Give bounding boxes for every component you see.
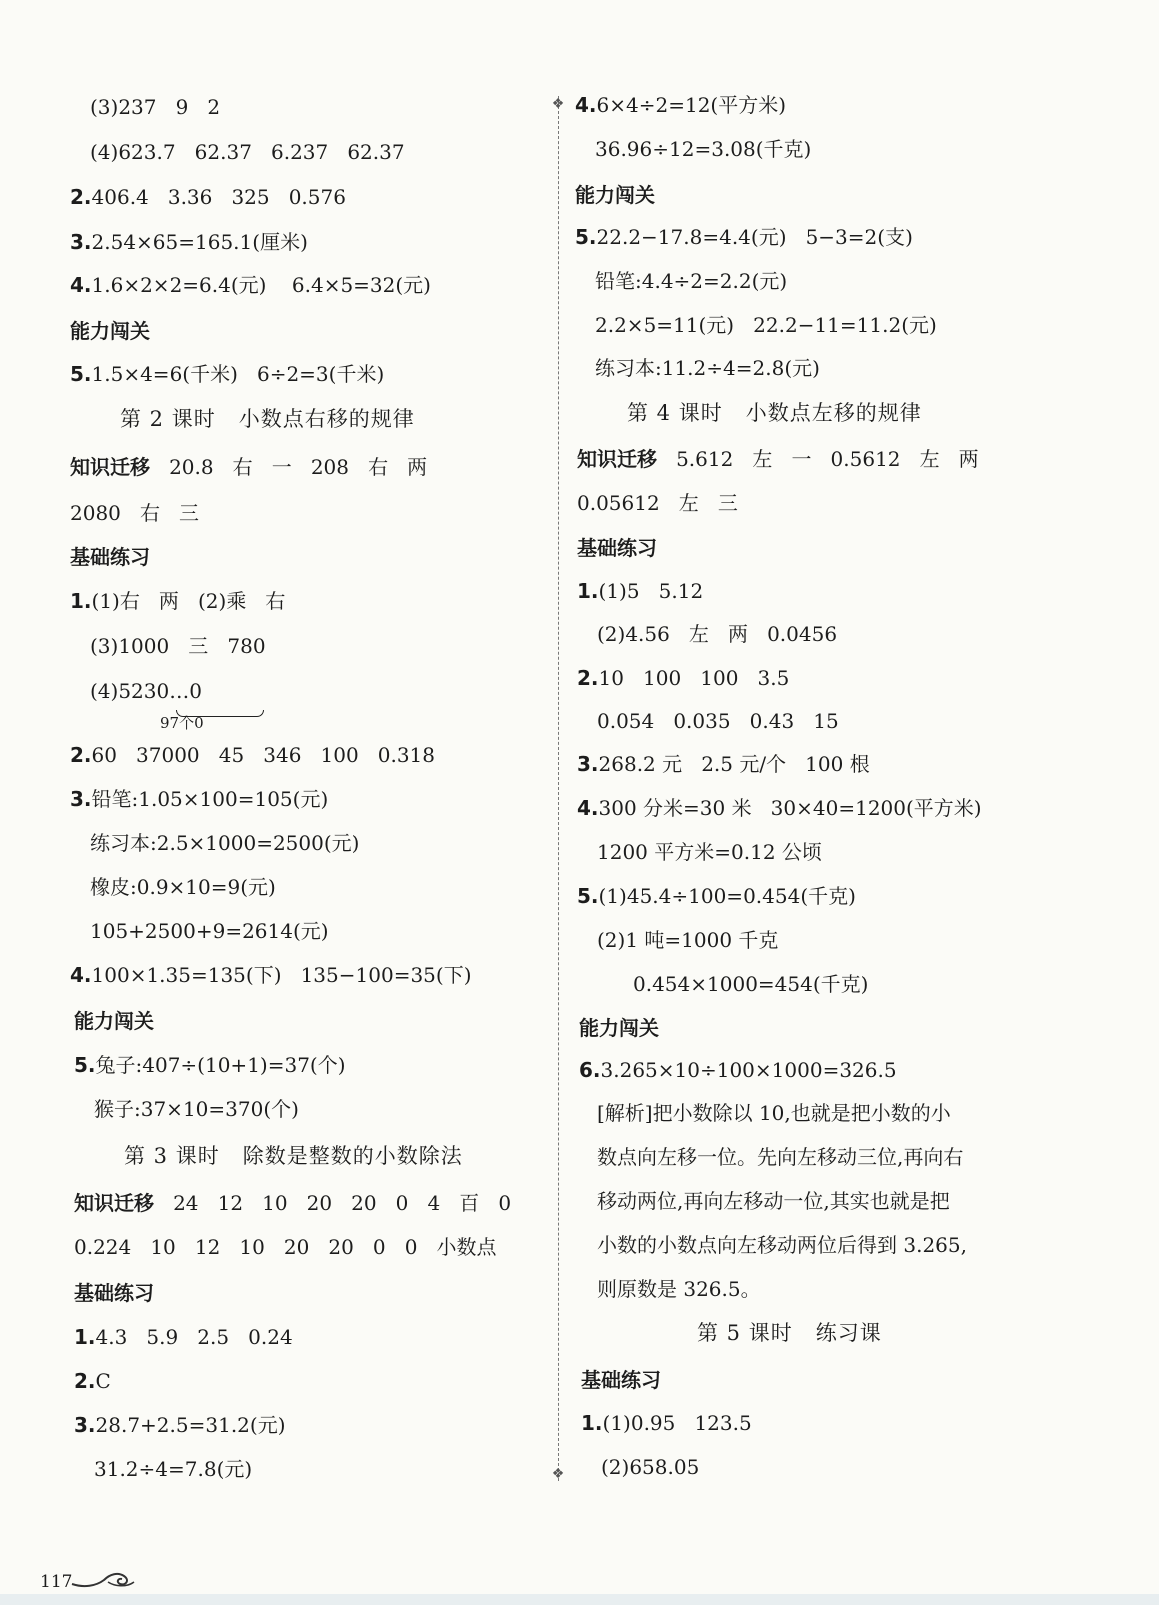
answer-line: [70, 742, 435, 768]
answer-text: 300 分米=30 米 30×40=1200(平方米): [598, 796, 982, 820]
answer-line: 猴子:37×10=370(个): [94, 1097, 299, 1121]
answer-line: 105+2500+9=2614(元): [90, 919, 329, 943]
answer-line: 0.05612 左 三: [577, 491, 738, 515]
explanation-line: 小数的小数点向左移动两位后得到 3.265,: [597, 1233, 967, 1257]
item-number: 3.: [70, 787, 92, 811]
answer-line: [575, 92, 786, 118]
item-number: 1.: [74, 1325, 96, 1349]
brace-label: 97个0: [160, 714, 204, 732]
answer-text: 6×4÷2=12(平方米): [596, 93, 787, 117]
answer-text: 20.8 右 一 208 右 两: [169, 455, 428, 479]
answer-text: (1)右 两 (2)乘 右: [91, 589, 286, 613]
answer-line: [74, 1190, 511, 1216]
answer-line: [70, 962, 472, 988]
answer-line: (4)623.7 62.37 6.237 62.37: [90, 140, 405, 164]
answer-line: (2)4.56 左 两 0.0456: [597, 622, 838, 646]
answer-line: [74, 1324, 293, 1350]
answer-line: 练习本:2.5×1000=2500(元): [90, 831, 360, 855]
answer-line: [577, 751, 870, 777]
answer-line: (2)658.05: [601, 1455, 700, 1479]
knot-ornament-icon: ❖: [551, 1466, 565, 1482]
answer-text: (1)0.95 123.5: [602, 1411, 752, 1435]
item-number: 5.: [70, 362, 92, 386]
answer-text: 10 100 100 3.5: [598, 666, 790, 690]
answer-line: [70, 588, 285, 614]
lesson-title: 第 4 课时 小数点左移的规律: [627, 401, 922, 425]
answer-line: 铅笔:4.4÷2=2.2(元): [595, 269, 788, 293]
section-heading: 能力闯关: [575, 183, 655, 207]
item-number: 1.: [70, 589, 92, 613]
column-divider: [558, 96, 559, 1481]
answer-text: 5.612 左 一 0.5612 左 两: [676, 447, 979, 471]
answer-line: [70, 272, 431, 298]
item-number: 3.: [577, 752, 599, 776]
item-number: 6.: [579, 1058, 601, 1082]
answer-line: (2)1 吨=1000 千克: [597, 928, 779, 952]
answer-line: (3)1000 三 780: [90, 634, 266, 658]
answer-text: C: [95, 1369, 111, 1393]
answer-text: 1.5×4=6(千米) 6÷2=3(千米): [91, 362, 385, 386]
section-heading: 知识迁移: [577, 447, 657, 471]
answer-line: (3)237 9 2: [90, 95, 221, 119]
answer-line: [577, 578, 703, 604]
cloud-swirl-icon: [70, 1568, 140, 1590]
answer-line: (4)5230…0: [90, 679, 202, 703]
answer-text: 3.265×10÷100×1000=326.5: [600, 1058, 897, 1082]
answer-text: 100×1.35=135(下) 135−100=35(下): [91, 963, 472, 987]
page-number: 117: [40, 1572, 73, 1592]
answer-line: 1200 平方米=0.12 公顷: [597, 840, 822, 864]
lesson-title: 第 2 课时 小数点右移的规律: [120, 407, 415, 431]
item-number: 4.: [70, 963, 92, 987]
item-number: 2.: [577, 666, 599, 690]
item-number: 2.: [70, 743, 92, 767]
answer-text: 2.54×65=165.1(厘米): [91, 230, 308, 254]
answer-line: [577, 883, 856, 909]
answer-line: 0.054 0.035 0.43 15: [597, 709, 839, 733]
answer-text: 24 12 10 20 20 0 4 百 0: [173, 1191, 512, 1215]
item-number: 5.: [575, 225, 597, 249]
answer-line: 36.96÷12=3.08(千克): [595, 137, 812, 161]
section-heading: 知识迁移: [74, 1191, 154, 1215]
item-number: 3.: [70, 230, 92, 254]
item-number: 2.: [74, 1369, 96, 1393]
lesson-title: 第 5 课时 练习课: [697, 1321, 882, 1345]
item-number: 2.: [70, 185, 92, 209]
answer-text: 406.4 3.36 325 0.576: [91, 185, 346, 209]
answer-line: [70, 361, 384, 387]
section-heading: 基础练习: [577, 536, 657, 560]
knot-ornament-icon: ❖: [551, 96, 565, 112]
answer-line: [577, 446, 979, 472]
answer-line: [579, 1057, 897, 1083]
answer-text: 4.3 5.9 2.5 0.24: [95, 1325, 293, 1349]
answer-text: (1)45.4÷100=0.454(千克): [598, 884, 856, 908]
answer-line: [577, 795, 982, 821]
answer-line: 0.224 10 12 10 20 20 0 0 小数点: [74, 1235, 497, 1259]
answer-line: [70, 184, 346, 210]
lesson-title: 第 3 课时 除数是整数的小数除法: [124, 1144, 463, 1168]
answer-text: (1)5 5.12: [598, 579, 704, 603]
answer-line: [74, 1368, 111, 1394]
answer-line: 2080 右 三: [70, 501, 200, 525]
answer-line: 练习本:11.2÷4=2.8(元): [595, 356, 820, 380]
answer-text: 铅笔:1.05×100=105(元): [91, 787, 329, 811]
answer-text: 268.2 元 2.5 元/个 100 根: [598, 752, 870, 776]
answer-line: 橡皮:0.9×10=9(元): [90, 875, 276, 899]
item-number: 5.: [74, 1053, 96, 1077]
answer-text: 60 37000 45 346 100 0.318: [91, 743, 436, 767]
item-number: 4.: [70, 273, 92, 297]
item-number: 4.: [577, 796, 599, 820]
answer-text: 22.2−17.8=4.4(元) 5−3=2(支): [596, 225, 913, 249]
answer-text: 28.7+2.5=31.2(元): [95, 1413, 286, 1437]
answer-line: [575, 224, 913, 250]
bottom-edge: [0, 1594, 1159, 1605]
section-heading: 能力闯关: [74, 1009, 154, 1033]
explanation-line: [解析]把小数除以 10,也就是把小数的小: [597, 1101, 951, 1125]
answer-line: 2.2×5=11(元) 22.2−11=11.2(元): [595, 313, 937, 337]
item-number: 1.: [577, 579, 599, 603]
explanation-line: 数点向左移一位。先向左移动三位,再向右: [597, 1145, 964, 1169]
answer-line: 0.454×1000=454(千克): [633, 972, 869, 996]
item-number: 1.: [581, 1411, 603, 1435]
section-heading: 基础练习: [70, 545, 150, 569]
item-number: 5.: [577, 884, 599, 908]
answer-line: [74, 1052, 346, 1078]
item-number: 4.: [575, 93, 597, 117]
item-number: 3.: [74, 1413, 96, 1437]
answer-text: 1.6×2×2=6.4(元) 6.4×5=32(元): [91, 273, 431, 297]
section-heading: 能力闯关: [70, 319, 150, 343]
explanation-line: 则原数是 326.5。: [597, 1277, 761, 1301]
section-heading: 知识迁移: [70, 455, 150, 479]
answer-line: [577, 665, 789, 691]
answer-line: [581, 1410, 752, 1436]
answer-line: [70, 229, 308, 255]
answer-text: 兔子:407÷(10+1)=37(个): [95, 1053, 346, 1077]
answer-line: [70, 786, 328, 812]
section-heading: 基础练习: [581, 1368, 661, 1392]
answer-line: 31.2÷4=7.8(元): [94, 1457, 253, 1481]
section-heading: 基础练习: [74, 1281, 154, 1305]
explanation-line: 移动两位,再向左移动一位,其实也就是把: [597, 1189, 950, 1213]
answer-line: [74, 1412, 286, 1438]
section-heading: 能力闯关: [579, 1016, 659, 1040]
answer-line: [70, 454, 427, 480]
